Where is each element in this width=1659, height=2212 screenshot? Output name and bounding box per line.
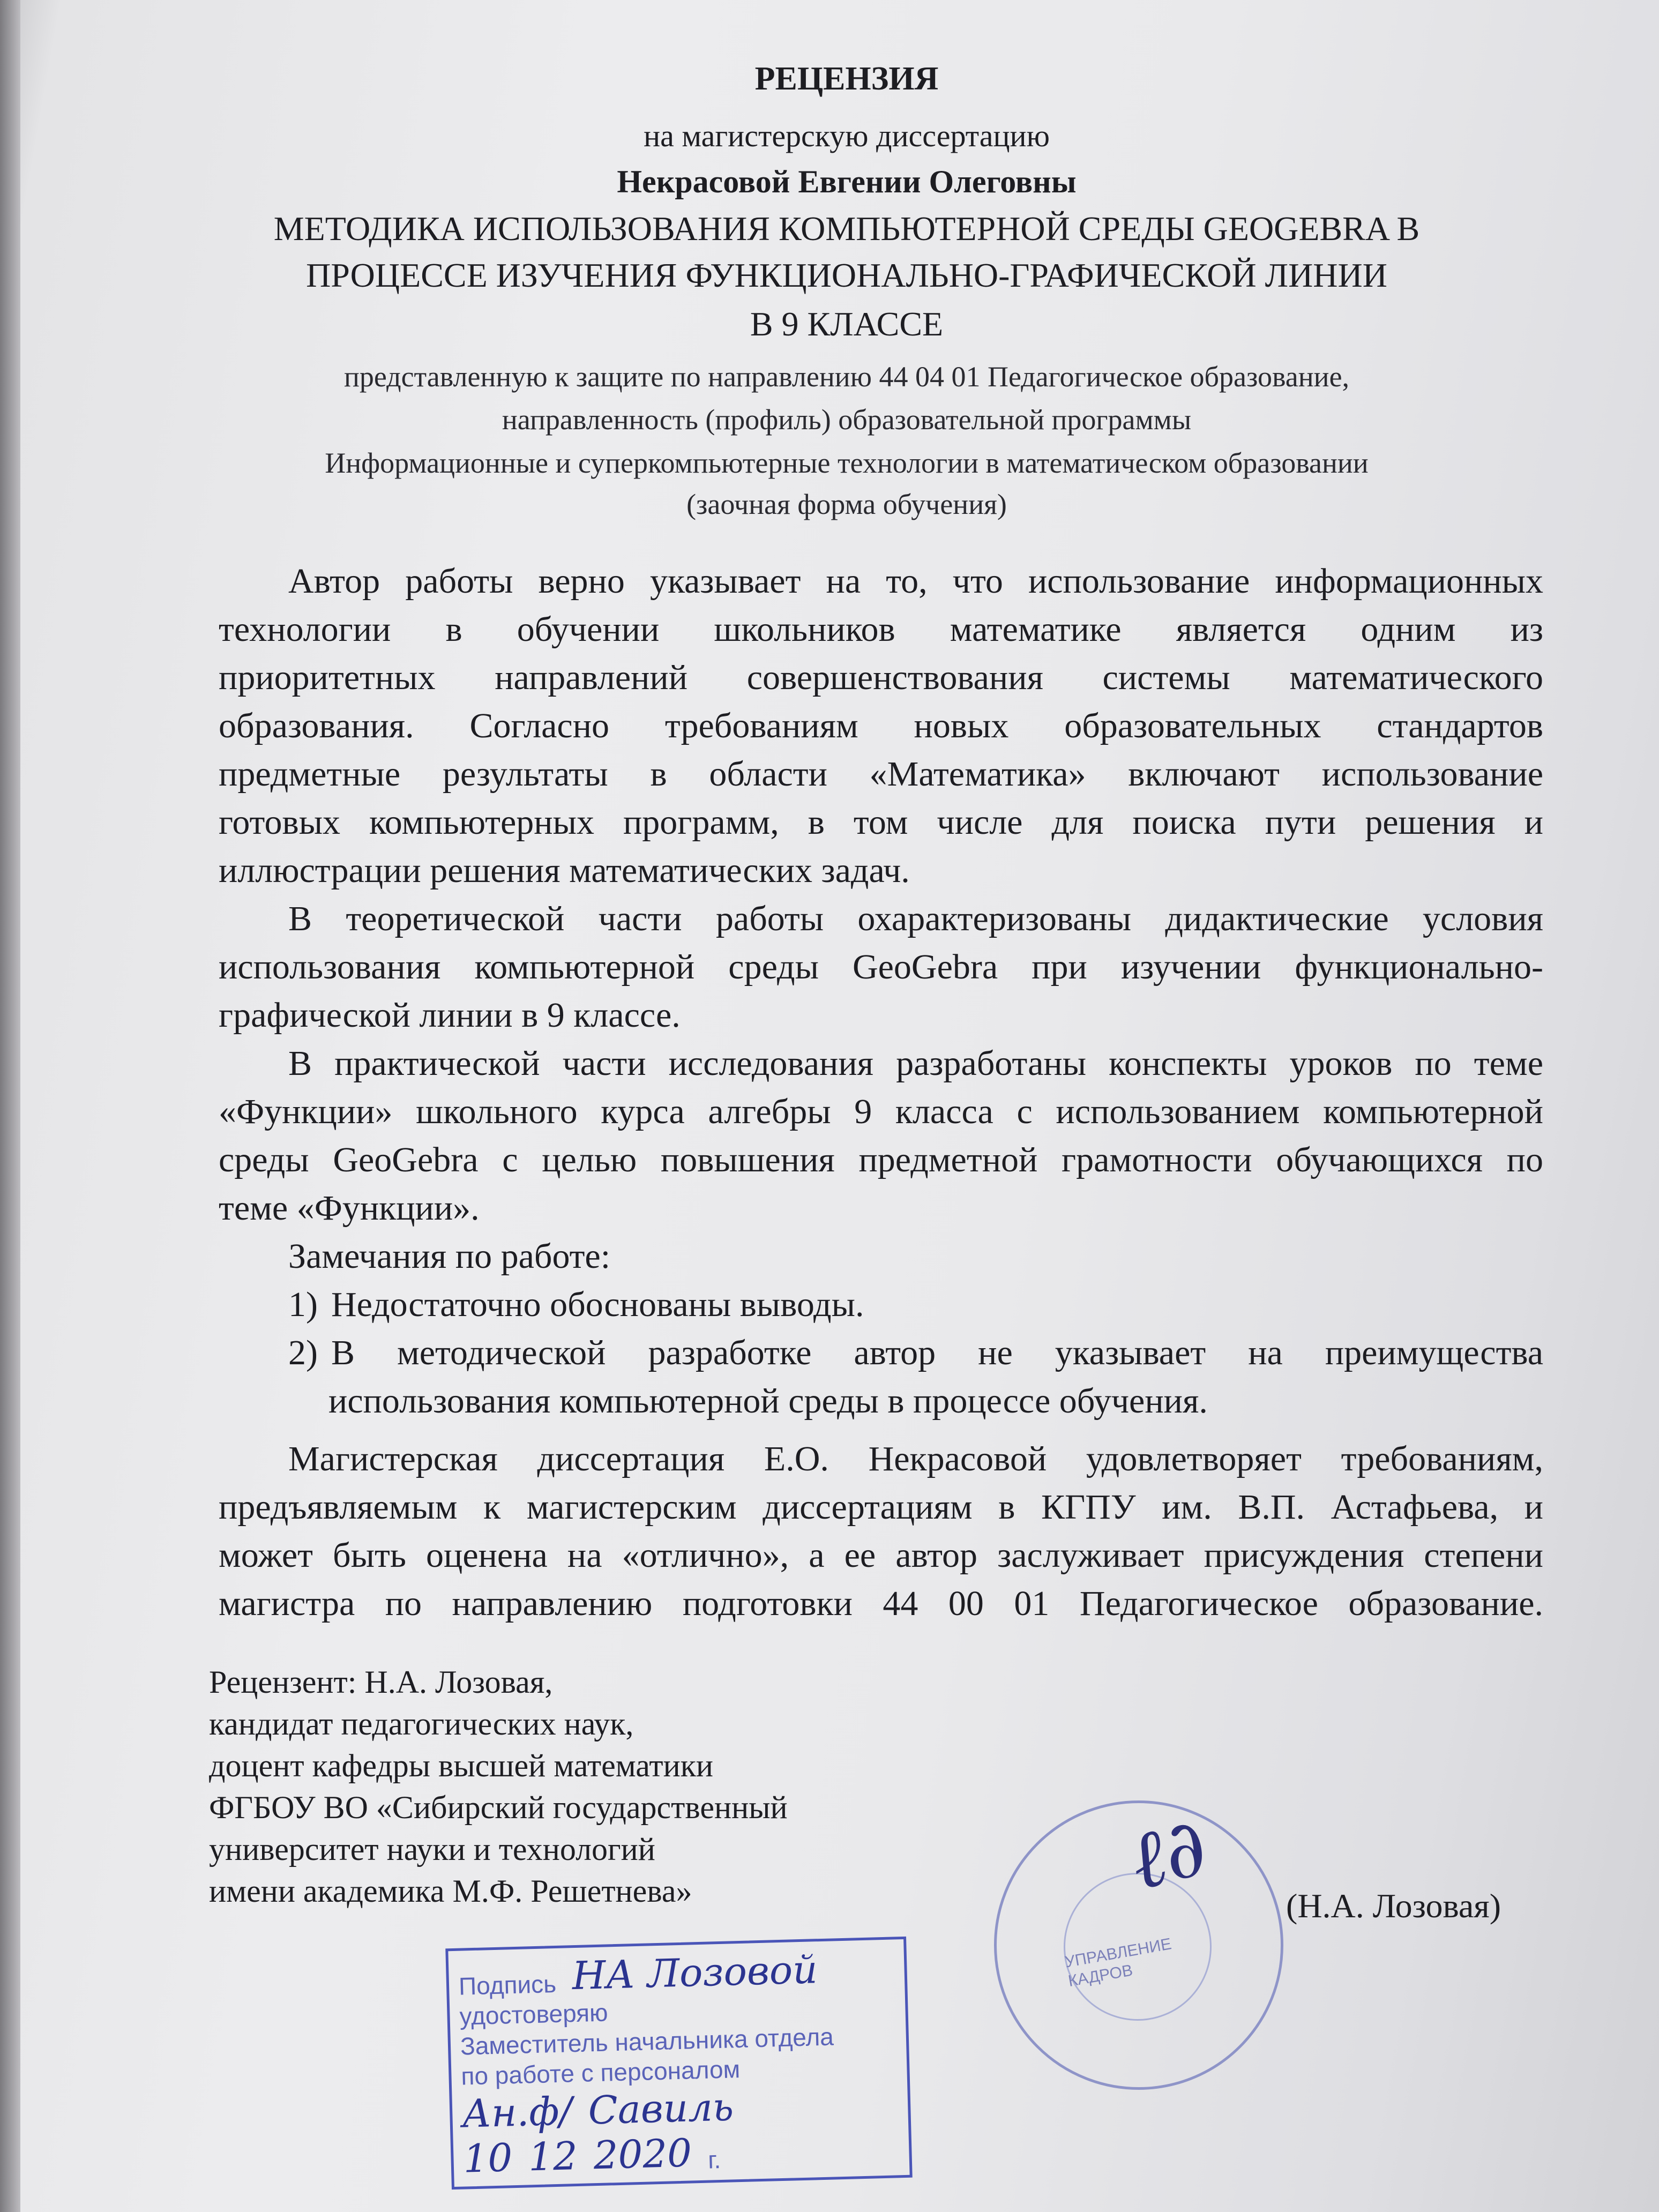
year-suffix: г.: [707, 2146, 721, 2174]
reviewer-line: университет науки и технологий: [209, 1832, 655, 1867]
signature-verification-stamp: [445, 1937, 912, 2189]
text-line: теме «Функции».: [219, 1189, 480, 1228]
topic-line: МЕТОДИКА ИСПОЛЬЗОВАНИЯ КОМПЬЮТЕРНОЙ СРЕДЫ GEOGEBRA В: [273, 210, 1420, 248]
seal-text: УПРАВЛЕНИЕ КАДРОВ: [1063, 1935, 1173, 1991]
remarks-label: Замечания по работе:: [288, 1237, 611, 1276]
remark-number: 2): [288, 1333, 318, 1372]
text-line: среды GeoGebra с целью повышения предметной грамотности обучающихся по: [219, 1140, 1543, 1179]
text-line: предъявляемым к магистерским диссертациям в КГПУ им. В.П. Астафьева, и: [219, 1488, 1543, 1527]
text-line: технологии в обучении школьников математике является одним из: [219, 610, 1543, 649]
text-line: В теоретической части работы охарактеризованы дидактические условия: [288, 899, 1543, 938]
text-line: магистра по направлению подготовки 44 00 01 Педагогическое образование.: [219, 1584, 1543, 1623]
reviewer-line: Рецензент: Н.А. Лозовая,: [209, 1664, 553, 1700]
stamp-line: удостоверяю: [459, 1998, 609, 2030]
date-day: 10: [462, 2135, 513, 2181]
signature-name: (Н.А. Лозовая): [1286, 1887, 1501, 1925]
remark-number: 1): [288, 1285, 318, 1324]
text-line: приоритетных направлений совершенствования системы математического: [219, 658, 1543, 697]
text-line: образования. Согласно требованиям новых образовательных стандартов: [219, 706, 1543, 745]
topic-line: В 9 КЛАССЕ: [750, 305, 944, 343]
details-line: направленность (профиль) образовательной программы: [502, 403, 1192, 436]
handwritten-name: НА Лозовой: [571, 1947, 818, 1999]
details-line: (заочная форма обучения): [686, 488, 1007, 520]
remark-text: Недостаточно обоснованы выводы.: [331, 1285, 864, 1324]
text-line: графической линии в 9 классе.: [219, 996, 681, 1035]
text-line: может быть оценена на «отлично», а ее автор заслуживает присуждения степени: [219, 1536, 1543, 1575]
paragraph-2: [219, 895, 1543, 1040]
handwritten-signature: Савиль: [587, 2084, 735, 2133]
document-title: РЕЦЕНЗИЯ: [754, 61, 939, 97]
remark-text: использования компьютерной среды в процессе обучения.: [328, 1381, 1208, 1421]
text-line: использования компьютерной среды GeoGebra при изучении функционально-: [219, 947, 1543, 987]
paragraph-1: [219, 557, 1543, 895]
details-line: Информационные и суперкомпьютерные технологии в математическом образовании: [325, 447, 1369, 479]
stamp-line: по работе с персоналом: [460, 2055, 741, 2090]
remark-text: В методической разработке автор не указывает на преимущества: [331, 1333, 1543, 1372]
document-subtitle: на магистерскую диссертацию: [644, 118, 1050, 153]
date-month: 12: [528, 2133, 578, 2180]
stamp-line: Подпись: [458, 1969, 557, 2000]
reviewer-line: кандидат педагогических наук,: [209, 1706, 634, 1742]
topic-line: ПРОЦЕССЕ ИЗУЧЕНИЯ ФУНКЦИОНАЛЬНО-ГРАФИЧЕСКОЙ ЛИНИИ: [306, 256, 1387, 294]
remark-item: [219, 1329, 1543, 1377]
reviewer-line: ФГБОУ ВО «Сибирский государственный: [209, 1790, 788, 1825]
round-seal: [994, 1800, 1283, 2090]
date-year: 2020: [593, 2130, 692, 2178]
remark-item: [219, 1281, 1543, 1329]
reviewer-block: [209, 1661, 788, 1912]
text-line: предметные результаты в области «Математика» включают использование: [219, 754, 1543, 794]
page-edge-shadow: [0, 0, 20, 2212]
reviewer-line: доцент кафедры высшей математики: [209, 1748, 713, 1783]
handwritten-initials: Ан.ф/: [461, 2088, 573, 2136]
author-name: Некрасовой Евгении Олеговны: [617, 164, 1077, 199]
reviewer-signature: ℓ∂: [1119, 1799, 1217, 1909]
text-line: Автор работы верно указывает на то, что использование информационных: [288, 562, 1543, 601]
review-body: [219, 557, 1543, 1628]
text-line: иллюстрации решения математических задач.: [219, 851, 910, 890]
stamp-line: Заместитель начальника отдела: [460, 2022, 834, 2060]
text-line: «Функции» школьного курса алгебры 9 класса с использованием компьютерной: [219, 1092, 1543, 1131]
reviewer-line: имени академика М.Ф. Решетнева»: [209, 1873, 692, 1909]
text-line: готовых компьютерных программ, в том числе для поиска пути решения и: [219, 803, 1543, 842]
remarks-list: [219, 1281, 1543, 1425]
text-line: В практической части исследования разработаны конспекты уроков по теме: [288, 1044, 1543, 1083]
paragraph-4: [219, 1435, 1543, 1628]
paragraph-3: [219, 1040, 1543, 1232]
details-line: представленную к защите по направлению 44 04 01 Педагогическое образование,: [343, 361, 1350, 393]
text-line: Магистерская диссертация Е.О. Некрасовой удовлетворяет требованиям,: [288, 1439, 1543, 1478]
